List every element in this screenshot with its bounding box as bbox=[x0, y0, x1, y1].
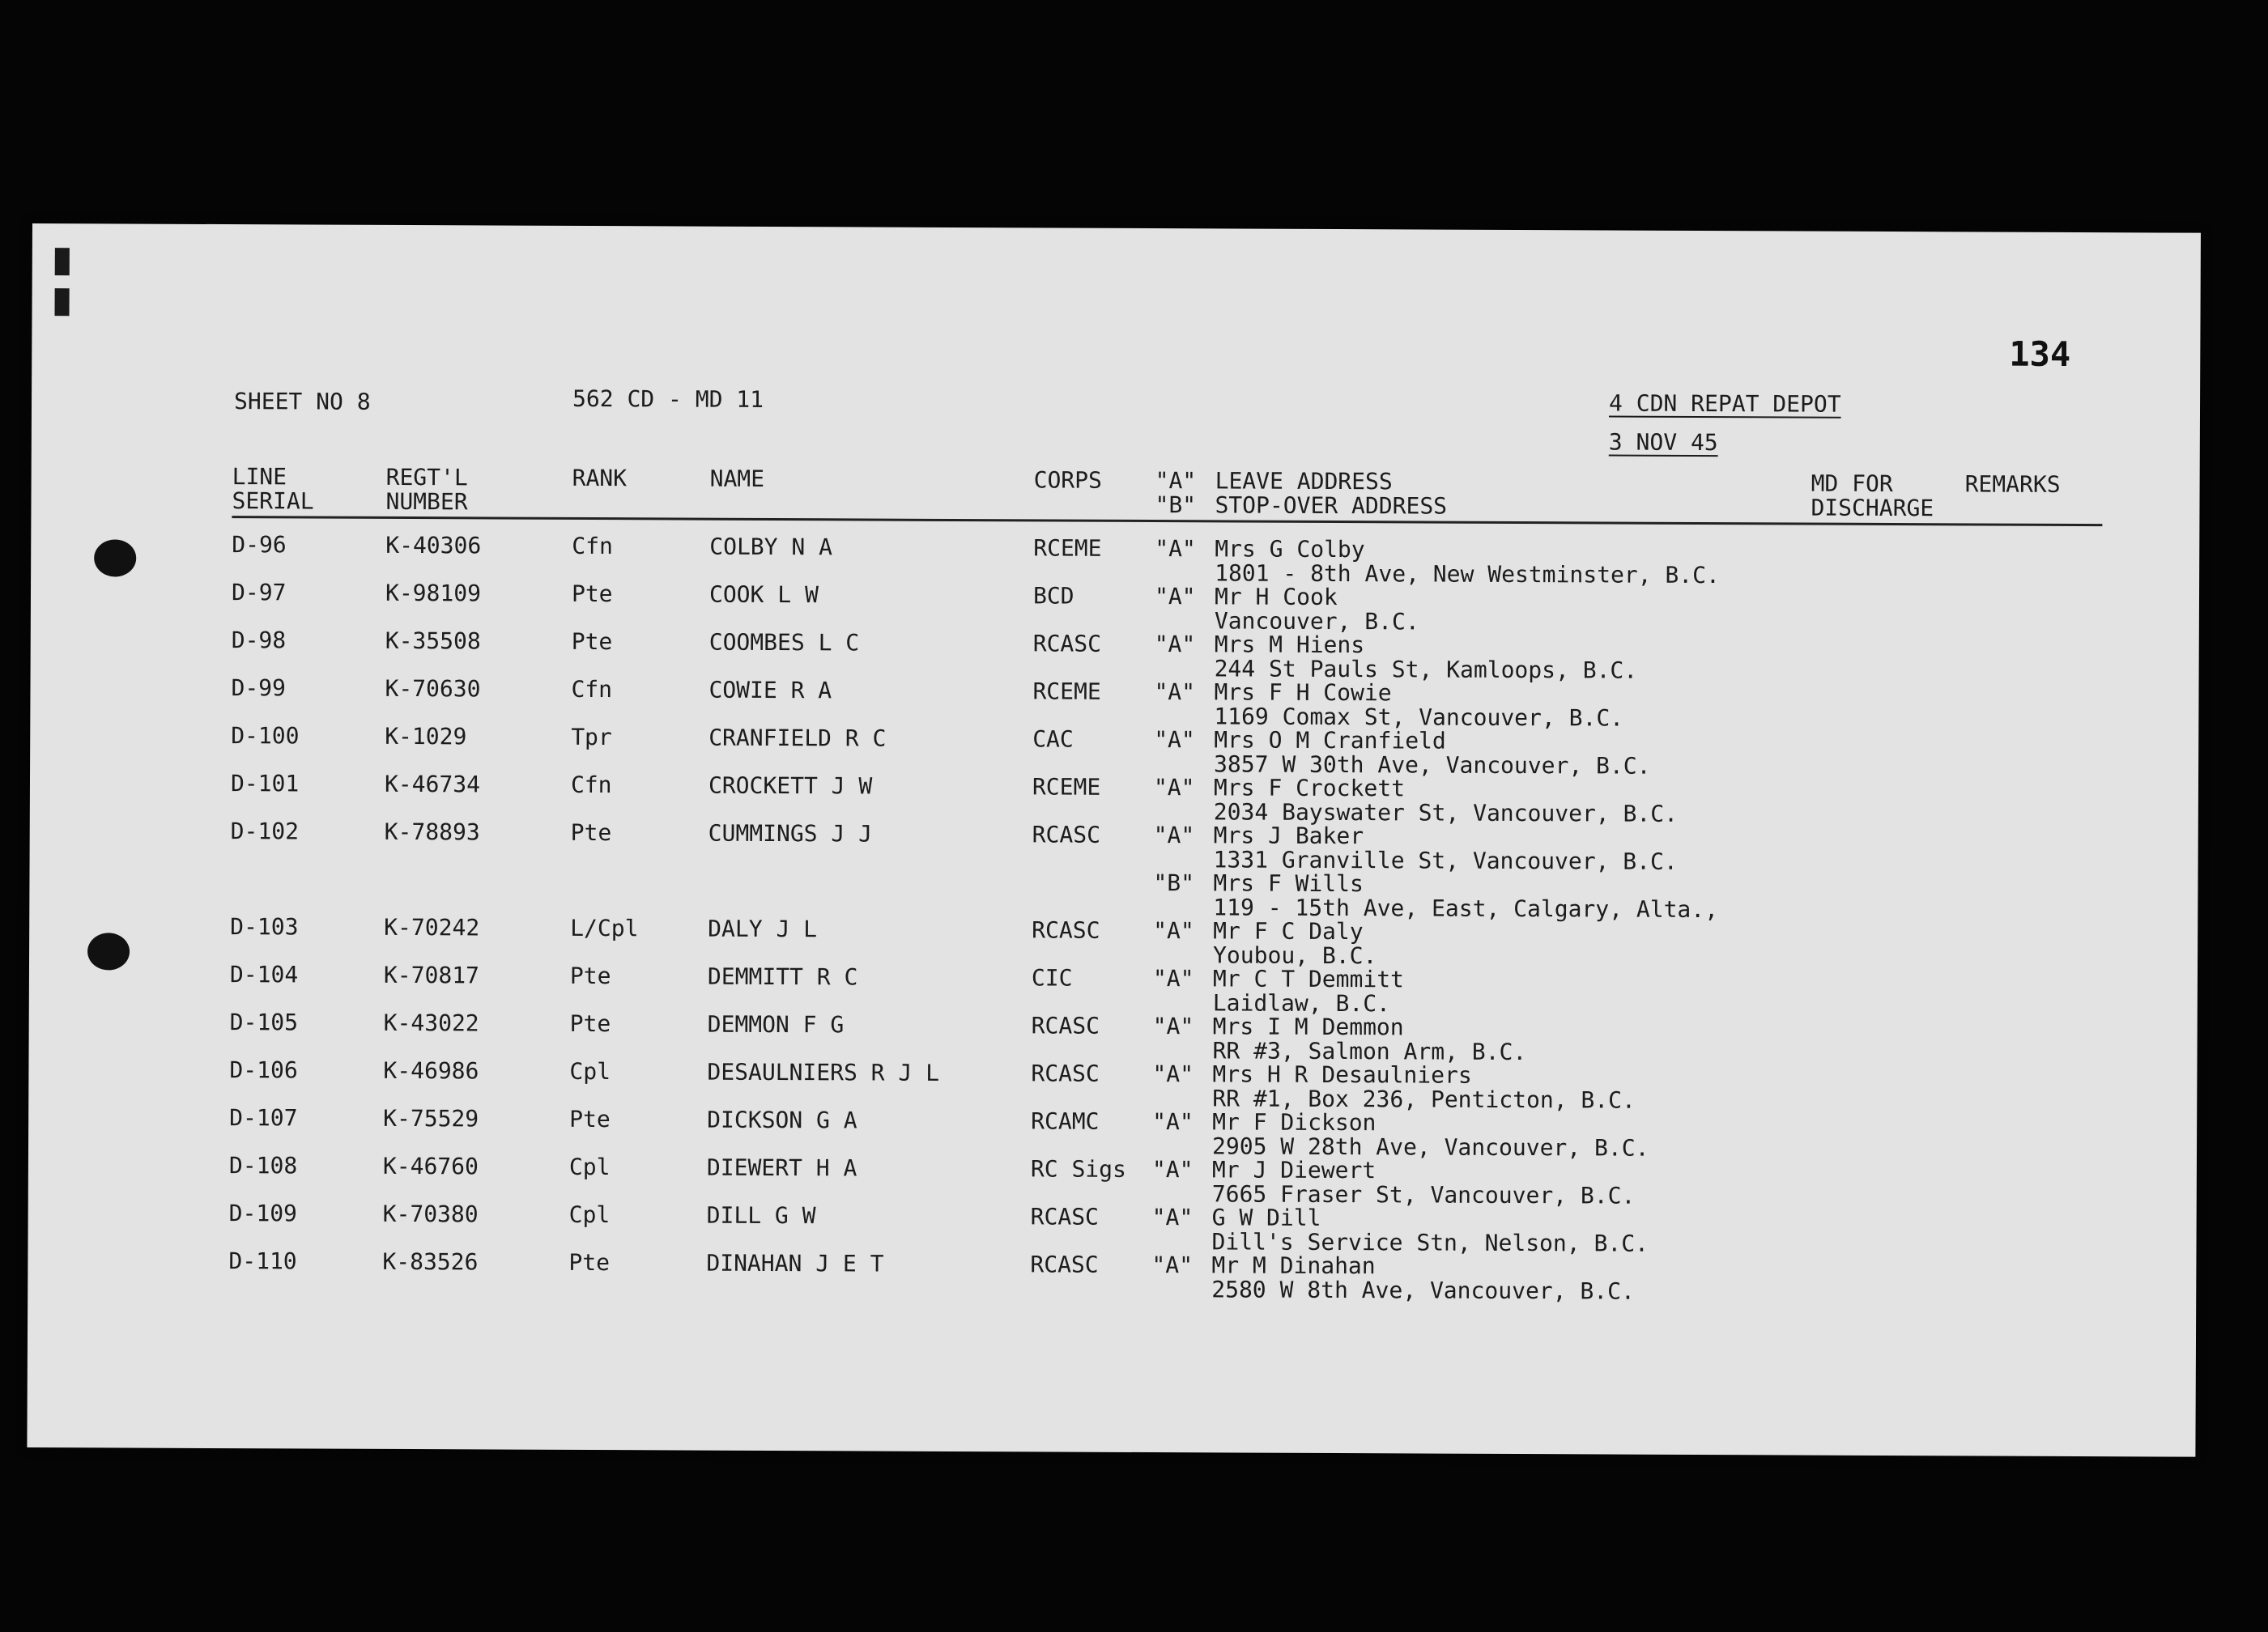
row-address-line2: 119 - 15th Ave, East, Calgary, Alta., bbox=[1213, 894, 1719, 924]
row-flag: "A" bbox=[1155, 535, 1196, 563]
depot-name: 4 CDN REPAT DEPOT bbox=[1608, 389, 1841, 418]
row-corps: RCASC bbox=[1031, 1012, 1100, 1039]
table-row bbox=[29, 913, 2198, 970]
row-name: DALY J L bbox=[708, 915, 818, 943]
row-rank: Cpl bbox=[568, 1153, 611, 1181]
table-row bbox=[28, 1247, 2196, 1305]
row-address-line1: Mr C T Demmitt bbox=[1212, 965, 1405, 993]
table-row bbox=[29, 961, 2198, 1018]
col-name: NAME bbox=[709, 465, 765, 492]
col-line-serial-2: SERIAL bbox=[232, 487, 314, 515]
row-name: DINAHAN J E T bbox=[706, 1249, 884, 1277]
row-number: K-43022 bbox=[383, 1009, 479, 1037]
col-corps: CORPS bbox=[1033, 466, 1102, 494]
row-name: DICKSON G A bbox=[707, 1106, 857, 1134]
col-regtl-number-2: NUMBER bbox=[385, 487, 468, 516]
row-number: K-78893 bbox=[384, 818, 480, 846]
row-serial: D-110 bbox=[228, 1247, 297, 1275]
row-number: K-40306 bbox=[385, 531, 482, 559]
row-address-line1: Mrs O M Cranfield bbox=[1214, 726, 1446, 754]
row-name: COLBY N A bbox=[709, 533, 833, 561]
row-corps: RCASC bbox=[1030, 1203, 1100, 1230]
row-address-line1: Mrs F H Cowie bbox=[1214, 678, 1392, 707]
row-address-line1: Mr M Dinahan bbox=[1211, 1252, 1376, 1280]
row-address-line1: G W Dill bbox=[1211, 1204, 1321, 1231]
row-corps: RC Sigs bbox=[1030, 1155, 1127, 1183]
col-rank: RANK bbox=[572, 464, 628, 492]
document-date: 3 NOV 45 bbox=[1608, 428, 1718, 457]
row-address-line2: 2034 Bayswater St, Vancouver, B.C. bbox=[1213, 798, 1679, 827]
row-address-line2: 2580 W 8th Ave, Vancouver, B.C. bbox=[1211, 1276, 1635, 1305]
row-address-line2: 7665 Fraser St, Vancouver, B.C. bbox=[1211, 1180, 1636, 1209]
row-corps: RCASC bbox=[1030, 1251, 1099, 1278]
col-remarks: REMARKS bbox=[1964, 470, 2061, 498]
row-number: K-46986 bbox=[383, 1056, 479, 1085]
row-address-line1: Mr F Dickson bbox=[1212, 1108, 1377, 1137]
row-flag: "A" bbox=[1152, 1013, 1194, 1040]
row-serial: D-99 bbox=[231, 674, 287, 702]
row-address-line1: Mrs J Baker bbox=[1213, 822, 1364, 850]
row-number: K-70242 bbox=[384, 913, 480, 941]
row-name: CUMMINGS J J bbox=[708, 819, 873, 848]
col-regtl-number-1: REGT'L bbox=[385, 463, 468, 491]
row-address-line2: 2905 W 28th Ave, Vancouver, B.C. bbox=[1211, 1133, 1649, 1162]
row-rank: Pte bbox=[571, 580, 613, 608]
row-address-line2: 1801 - 8th Ave, New Westminster, B.C. bbox=[1215, 559, 1720, 589]
row-address-line1: Mrs F Wills bbox=[1213, 869, 1364, 898]
row-address-line1: Mrs F Crockett bbox=[1213, 774, 1406, 802]
row-serial: D-101 bbox=[230, 770, 300, 797]
table-row bbox=[28, 1104, 2197, 1162]
row-name: CROCKETT J W bbox=[708, 771, 873, 800]
row-corps: BCD bbox=[1032, 582, 1074, 610]
row-flag: "B" bbox=[1153, 869, 1195, 897]
row-address-line2: Vancouver, B.C. bbox=[1214, 607, 1419, 635]
table-row bbox=[28, 1152, 2197, 1209]
row-address-line2: 244 St Pauls St, Kamloops, B.C. bbox=[1214, 655, 1638, 684]
row-serial: D-107 bbox=[229, 1104, 298, 1132]
unit-code: 562 CD - MD 11 bbox=[572, 385, 764, 413]
row-name: DIEWERT H A bbox=[706, 1154, 857, 1182]
row-number: K-46734 bbox=[384, 770, 481, 798]
row-address-line1: Mrs H R Desaulniers bbox=[1212, 1060, 1472, 1089]
punch-hole bbox=[94, 539, 136, 576]
row-name: COOK L W bbox=[708, 580, 819, 609]
table-row bbox=[31, 627, 2199, 684]
row-flag: "A" bbox=[1152, 1108, 1194, 1136]
row-serial: D-98 bbox=[231, 627, 287, 654]
row-flag: "A" bbox=[1153, 822, 1195, 849]
row-rank: Cpl bbox=[568, 1201, 611, 1229]
row-serial: D-103 bbox=[230, 913, 299, 941]
row-serial: D-109 bbox=[228, 1200, 298, 1227]
punch-hole bbox=[87, 933, 130, 970]
row-address-line1: Mrs M Hiens bbox=[1214, 631, 1365, 659]
row-rank: Pte bbox=[569, 1009, 611, 1038]
row-number: K-75529 bbox=[383, 1104, 479, 1133]
row-address-line2: Dill's Service Stn, Nelson, B.C. bbox=[1211, 1228, 1649, 1257]
row-number: K-1029 bbox=[385, 722, 467, 750]
row-flag: "A" bbox=[1151, 1156, 1194, 1184]
row-serial: D-100 bbox=[231, 722, 300, 750]
row-rank: Pte bbox=[568, 1248, 611, 1277]
row-address-line2: 1169 Comax St, Vancouver, B.C. bbox=[1214, 703, 1624, 732]
row-serial: D-97 bbox=[231, 579, 287, 606]
row-number: K-70630 bbox=[385, 674, 481, 703]
row-rank: Cfn bbox=[571, 675, 613, 703]
row-flag: "A" bbox=[1154, 678, 1196, 706]
row-address-line2: Laidlaw, B.C. bbox=[1212, 989, 1391, 1018]
row-corps: CIC bbox=[1031, 964, 1073, 992]
row-flag: "A" bbox=[1154, 631, 1196, 658]
row-address-line1: Mr F C Daly bbox=[1213, 917, 1364, 946]
row-serial: D-105 bbox=[229, 1009, 299, 1036]
row-number: K-70380 bbox=[382, 1200, 479, 1228]
row-rank: Cpl bbox=[569, 1057, 611, 1086]
table-row bbox=[31, 674, 2199, 732]
row-number: K-83526 bbox=[382, 1247, 479, 1276]
row-corps: RCASC bbox=[1031, 1060, 1100, 1087]
row-flag: "A" bbox=[1154, 583, 1196, 610]
row-serial: D-104 bbox=[229, 961, 299, 988]
row-flag: "A" bbox=[1151, 1252, 1194, 1279]
binding-mark bbox=[55, 288, 70, 316]
row-name: DEMMITT R C bbox=[707, 963, 858, 991]
row-address-line2: RR #1, Box 236, Penticton, B.C. bbox=[1212, 1085, 1636, 1114]
row-rank: Pte bbox=[569, 1105, 611, 1133]
row-corps: RCEME bbox=[1032, 678, 1101, 705]
row-name: COOMBES L C bbox=[708, 628, 860, 657]
table-row bbox=[29, 1009, 2198, 1066]
col-flag-b: "B" bbox=[1155, 491, 1197, 519]
row-number: K-70817 bbox=[383, 961, 480, 989]
row-rank: L/Cpl bbox=[570, 914, 639, 942]
row-address-line2: 1331 Granville St, Vancouver, B.C. bbox=[1213, 846, 1678, 875]
row-address-line1: Mr J Diewert bbox=[1211, 1156, 1377, 1184]
row-number: K-35508 bbox=[385, 627, 481, 655]
row-address-line2: Youbou, B.C. bbox=[1212, 941, 1377, 970]
row-serial: D-108 bbox=[228, 1152, 298, 1179]
row-rank: Pte bbox=[569, 962, 611, 990]
row-name: COWIE R A bbox=[708, 676, 832, 704]
row-name: DESAULNIERS R J L bbox=[707, 1058, 940, 1086]
table-row bbox=[28, 1200, 2197, 1257]
row-address-line1: Mrs I M Demmon bbox=[1212, 1013, 1404, 1041]
row-number: K-46760 bbox=[382, 1152, 479, 1180]
table-row bbox=[30, 770, 2198, 827]
table-row bbox=[29, 1056, 2198, 1114]
row-flag: "A" bbox=[1153, 917, 1194, 945]
row-corps: RCEME bbox=[1033, 534, 1102, 562]
row-address-line1: Mr H Cook bbox=[1214, 583, 1338, 611]
col-leave-address: LEAVE ADDRESS bbox=[1215, 467, 1393, 495]
row-name: DILL G W bbox=[706, 1201, 816, 1230]
table-row bbox=[30, 867, 2198, 924]
row-flag: "A" bbox=[1152, 965, 1194, 992]
row-flag: "A" bbox=[1154, 726, 1195, 754]
col-stopover-address: STOP-OVER ADDRESS bbox=[1215, 491, 1448, 520]
row-corps: RCASC bbox=[1032, 630, 1102, 657]
row-number: K-98109 bbox=[385, 579, 482, 607]
row-corps: RCEME bbox=[1032, 773, 1101, 801]
row-serial: D-96 bbox=[232, 531, 287, 559]
binding-mark bbox=[55, 248, 70, 275]
table-row bbox=[30, 722, 2198, 780]
row-corps: RCAMC bbox=[1031, 1107, 1100, 1135]
table-row bbox=[31, 531, 2199, 589]
row-rank: Cfn bbox=[570, 771, 612, 799]
row-address-line1: Mrs G Colby bbox=[1215, 535, 1365, 563]
row-flag: "A" bbox=[1151, 1204, 1194, 1231]
col-flag-a: "A" bbox=[1155, 467, 1197, 495]
row-flag: "A" bbox=[1153, 774, 1195, 801]
row-corps: CAC bbox=[1032, 725, 1074, 753]
document-sheet bbox=[27, 223, 2201, 1457]
row-rank: Cfn bbox=[572, 532, 613, 560]
row-corps: RCASC bbox=[1032, 821, 1101, 848]
table-row bbox=[31, 579, 2199, 635]
col-md-discharge-2: DISCHARGE bbox=[1811, 494, 1934, 522]
row-name: DEMMON F G bbox=[707, 1010, 845, 1039]
row-address-line2: 3857 W 30th Ave, Vancouver, B.C. bbox=[1214, 750, 1651, 780]
page-number: 134 bbox=[2009, 334, 2071, 374]
row-serial: D-102 bbox=[230, 818, 300, 845]
row-rank: Pte bbox=[571, 627, 613, 656]
row-rank: Tpr bbox=[571, 723, 612, 751]
row-address-line2: RR #3, Salmon Arm, B.C. bbox=[1212, 1037, 1527, 1066]
row-flag: "A" bbox=[1152, 1060, 1194, 1088]
row-corps: RCASC bbox=[1032, 916, 1100, 944]
col-line-serial-1: LINE bbox=[232, 463, 287, 491]
col-md-discharge-1: MD FOR bbox=[1811, 470, 1893, 498]
row-name: CRANFIELD R C bbox=[708, 724, 887, 752]
row-serial: D-106 bbox=[229, 1056, 298, 1084]
row-rank: Pte bbox=[570, 818, 612, 847]
sheet-number: SHEET NO 8 bbox=[233, 388, 371, 415]
table-row bbox=[30, 818, 2198, 875]
